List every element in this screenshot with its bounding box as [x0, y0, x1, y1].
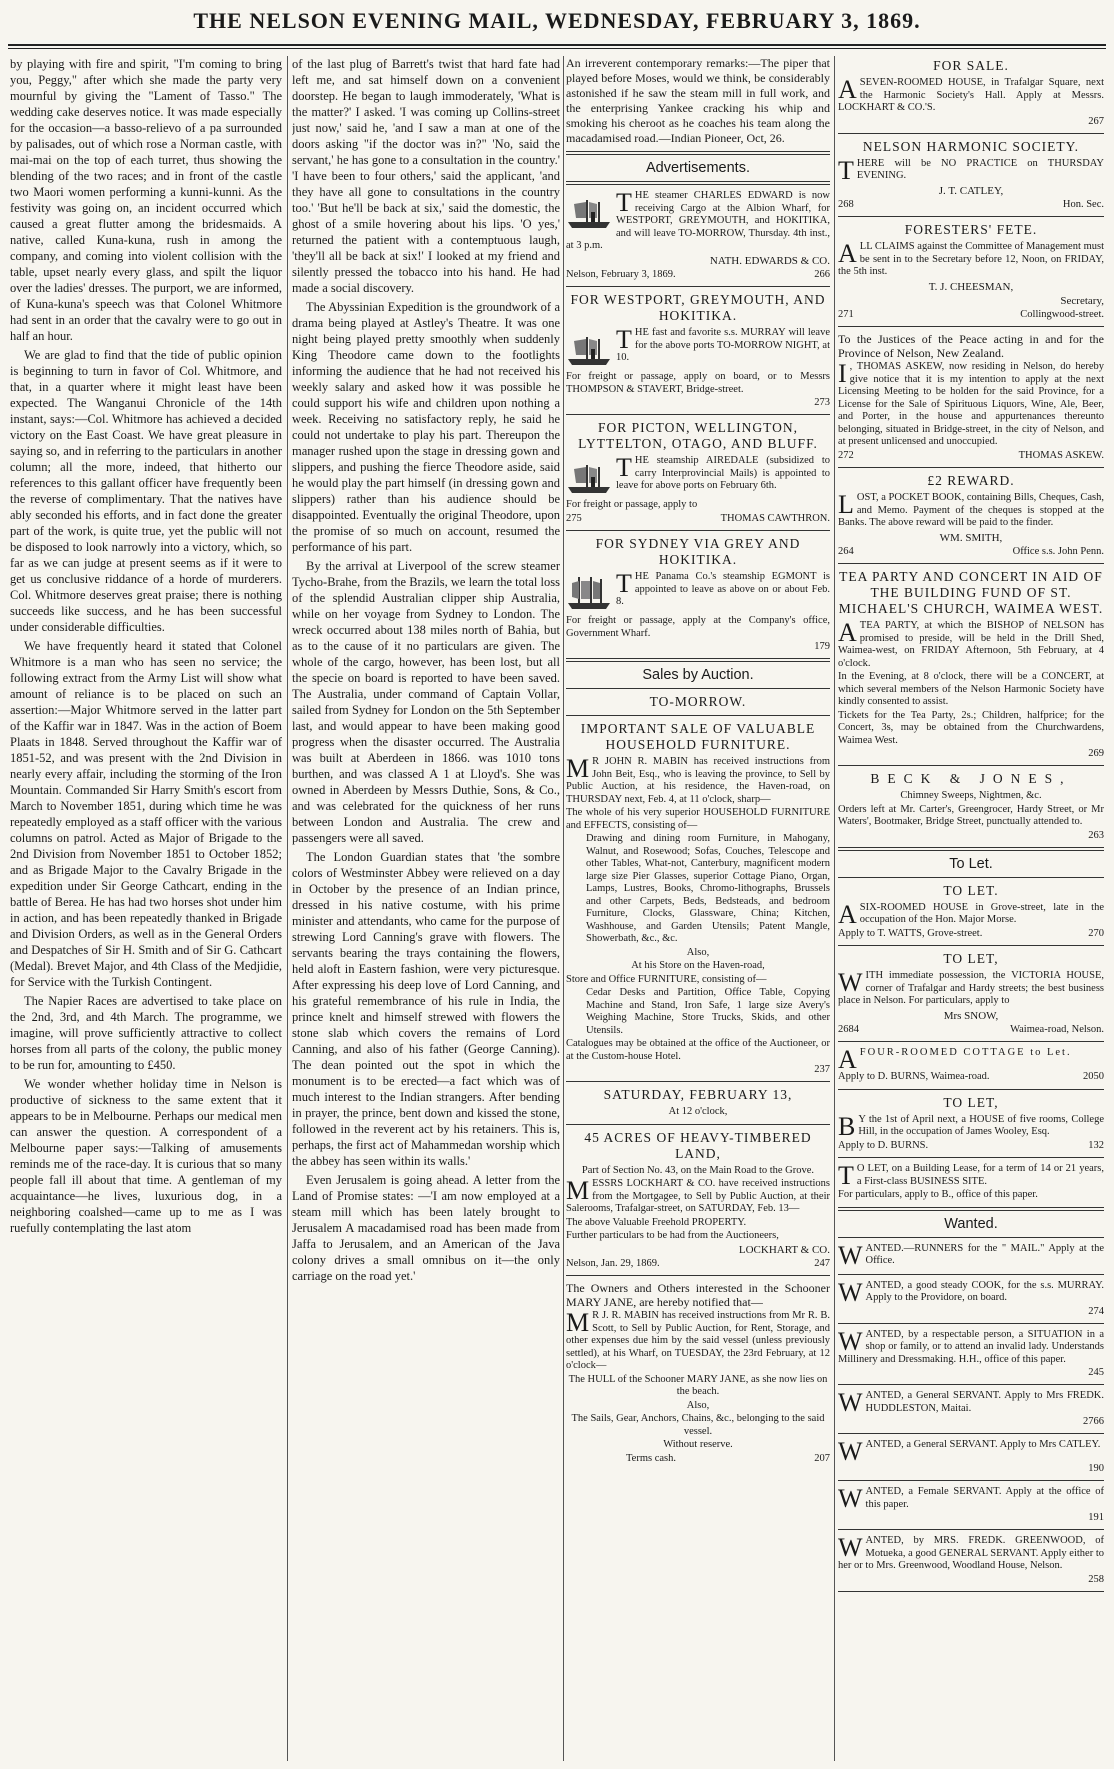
ad-signature: J. T. CATLEY,: [938, 184, 1004, 197]
divider: [838, 1323, 1104, 1324]
ad-text: Cedar Desks and Partition, Office Table, Copying Machine and Stand, Iron Safe, 1 large size Avery's Weighing Machine, Store Trucks, Skids, and other Utensils.: [586, 987, 830, 1036]
steamship-icon: [566, 329, 612, 369]
ad-text: Further particulars to be had from the Auctioneers,: [566, 1230, 779, 1241]
ad-harmonic-society: [838, 139, 1104, 212]
ad-text: For freight or passage, apply on board, or to Messrs THOMPSON & STAVERT, Bridge-street.: [566, 371, 830, 395]
ad-subheading: Chimney Sweeps, Nightmen, &c.: [900, 790, 1042, 801]
masthead: THE NELSON EVENING MAIL, WEDNESDAY, FEBRUARY 3, 1869.: [193, 8, 921, 33]
ad-text: HE Panama Co.'s steamship EGMONT is appointed to leave as above on or about Feb. 8.: [616, 571, 830, 607]
ad-heading: FOR SALE.: [933, 58, 1009, 73]
ad-to-let-victoria-house: [838, 951, 1104, 1036]
ad-text: Apply to T. WATTS, Grove-street.: [838, 927, 983, 939]
ad-address: Office s.s. John Penn.: [1012, 545, 1104, 557]
divider: [838, 1433, 1104, 1434]
ad-role: Secretary,: [1060, 294, 1104, 307]
ad-heading: £2 REWARD.: [927, 473, 1015, 488]
article-paragraph: The London Guardian states that 'the sombre colors of Westminster Abbey were relieved on a day in October by the presence of an Indian prince, dressed in his native costume, with his prime minister and attendants, who came for the purpose of strewing Lord Canning's grave with flowers. The servants bearing the trays containing the flowers, held aloft in Eastern fashion, were very picturesque. After expressing his deep love of Lord Canning, and his grateful remembrance of his rule in India, the prince knelt and himself strewed with flowers the stone slab which covers the remains of Lord Canning, and also of his father (George Canning). The dean pointed out the spot in which the monument is to be erected—a fact which was of much interest to the Indian strangers. After bending in prayer, the prince, bent down and kissed the stone, followed in the reverent act by his retainers. This is, perhaps, the first act of Mahammedan worship which the abbey has seen within its walls.': [292, 850, 560, 1168]
ad-text: HE fast and favorite s.s. MURRAY will leave for the above ports TO-MORROW NIGHT, at 10.: [616, 327, 830, 363]
drop-cap: A: [838, 1045, 857, 1074]
ad-number: 274: [1088, 1305, 1104, 1317]
ad-household-furniture: [566, 721, 830, 1076]
ad-text: ANTED, a General SERVANT. Apply to Mrs CATLEY.: [865, 1439, 1101, 1450]
ad-text: Also,: [686, 1399, 710, 1411]
ad-text: FOUR-ROOMED COTTAGE to Let.: [859, 1047, 1072, 1058]
divider: [566, 286, 830, 287]
ad-text: HE steamship AIREDALE (subsidized to carry Interprovincial Mails) is appointed to leave for above ports on February 6th.: [616, 455, 830, 491]
ad-text: , THOMAS ASKEW, now residing in Nelson, do hereby give notice that it is my intention to apply at the next Licensing Meeting to be holden for the said Province, for a License for the Sale of Spirituous Liquors, Wine, Ale, Beer, and Porter, in the house and appurtenances thereunto belonging, situated in Bridge-street, in the city of Nelson, and at present unlicensed and unoccupied.: [838, 361, 1104, 447]
ad-four-roomed-cottage: [838, 1047, 1104, 1084]
ad-text: Orders left at Mr. Carter's, Greengrocer, Hardy Street, or Mr Waters', Bootmaker, Bridge Street, punctually attended to.: [838, 803, 1104, 827]
drop-cap: W: [838, 968, 863, 997]
drop-cap: W: [838, 1277, 863, 1307]
ad-to-let-college-hill: [838, 1095, 1104, 1153]
divider: [838, 1207, 1104, 1211]
divider: [566, 688, 830, 689]
ad-to-let-grove-street: [838, 883, 1104, 941]
ad-number: 245: [1088, 1367, 1104, 1378]
article-paragraph: An irreverent contemporary remarks:—The piper that played before Moses, would we think, be considerably astonished if he saw the steam mill in full work, and the enterprising Yankee cracking his whip and smoking his cheroot as he coaches his team along the macadamised road.—Indian Pioneer, Oct, 26.: [566, 56, 830, 145]
ad-number: 258: [1088, 1573, 1104, 1585]
drop-cap: M: [566, 754, 590, 783]
ad-number: 266: [814, 268, 830, 280]
ad-text: ANTED.—RUNNERS for the " MAIL." Apply at the Office.: [865, 1242, 1104, 1266]
ad-address: Waimea-road, Nelson.: [1010, 1023, 1104, 1035]
divider: [566, 181, 830, 185]
article-paragraph: We wonder whether holiday time in Nelson is productive of sickness to the same extent that it appears to be in Melbourne. Perhaps our medical men can answer the question. A correspondent of a Melbourne paper says:—Talking of amusements reminds me of the race-day. It is curious that so many people fall ill about that time. A gentleman of my acquaintance—he lives, luxurious dog, in a neighboring coalshed—came up to me as I was ruefully contemplating the last atom: [10, 1077, 282, 1235]
section-heading-advertisements: Advertisements.: [646, 160, 750, 176]
ad-number: 237: [814, 1064, 830, 1075]
divider: [838, 133, 1104, 134]
masthead-rule: [8, 44, 1106, 46]
ad-number: 191: [1088, 1512, 1104, 1523]
ad-heading: TO LET.: [943, 882, 999, 898]
drop-cap: W: [838, 1437, 863, 1466]
drop-cap: A: [838, 75, 857, 104]
ad-heading: FOR PICTON, WELLINGTON, LYTTELTON, OTAGO, AND BLUFF.: [578, 420, 818, 451]
ad-text: Y the 1st of April next, a HOUSE of five rooms, College Hill, in the occupation of James Wooley, Esq.: [858, 1113, 1104, 1137]
divider: [566, 530, 830, 531]
article-paragraph: of the last plug of Barrett's twist that hard fate had left me, and sat himself down on a convenient doorstep. He began to laugh immoderately, 'What is the matter?' I asked. 'I was coming up Collins-street just now,' said he, 'and I saw a man at one of the doors asking "if the doctor was in?" 'No, said the servant,' he has gone to a consultation in the country.' 'I have been to four others,' said the applicant, 'and they have all gone to consultations in the country too.' 'But he'll be back at six,' said the domestic, the ghost of a smile hovering about his lips. 'O yes,' returned the patient with a contemptuous laugh, 'they'll all be back at six!' I looked at my friend and silently pressed the tobacco into his hand. He had made a social discovery.: [292, 57, 560, 295]
divider: [838, 1041, 1104, 1042]
divider: [838, 1089, 1104, 1090]
ad-text: R JOHN R. MABIN has received instructions from John Beit, Esq., who is leaving the province, to Sell by Public Auction, at his residence, the Haven-road, on THURSDAY next, Feb. 4, at 11 o'clock, sharp—: [566, 756, 830, 805]
ad-text: ANTED, by a respectable person, a SITUATION in a shop or family, or to attend an invalid lady. Understands Millinery and Dressmaking. H.H., office of this paper.: [838, 1328, 1104, 1365]
drop-cap: A: [838, 899, 857, 929]
ad-text: In the Evening, at 8 o'clock, there will be a CONCERT, at which several members of the Nelson Harmonic Society have kindly consented to assist.: [838, 671, 1104, 707]
ad-dateline: Nelson, Jan. 29, 1869.: [566, 1257, 660, 1269]
wanted-ad: [838, 1486, 1104, 1530]
ad-signature: T. J. CHEESMAN,: [928, 280, 1014, 293]
wanted-ad: [838, 1390, 1104, 1434]
ad-text: LL CLAIMS against the Committee of Management must be sent in to the Secretary before 12, Noon, on FRIDAY, the 5th inst.: [838, 241, 1104, 277]
ad-charles-edward: [566, 190, 830, 281]
article-paragraph: By the arrival at Liverpool of the screw steamer Tycho-Brahe, from the Brazils, we learn the total loss of the splendid Australian clipper ship Australia, while on her voyage from Sydney to London. The wreck occurred about 138 miles north of Bahia, but as to the cause of it no particulars are given. The whole of the cargo, however, has been lost, but all the specie on board is reported to have been saved. The Australia, under command of Captain Vollar, sailed from Sydney for London on the 5th September last, and would appear to have been making good progress when the disaster occurred. The Australia was built at Aberdeen in 1866. was 1010 tons burthen, and was classed A 1 at Lloyd's. She was owned in Aberdeen by Messrs Duthie, Sons, & Co., and was celebrated for the quickness of her runs between London and Australia. The crew and passengers were all saved.: [292, 559, 560, 845]
ad-number: 247: [814, 1257, 830, 1269]
column-4: [838, 56, 1104, 1761]
wanted-ad: [838, 1277, 1104, 1324]
ad-licensing-notice: [838, 332, 1104, 462]
ad-signature: THOMAS CAWTHRON.: [720, 512, 830, 524]
ad-number: 267: [1088, 115, 1104, 127]
article-paragraph: We are glad to find that the tide of public opinion is beginning to turn in favor of Col. Whitmore, and that, in a quarter where it might least have been expected. The Wanganui Chronicle of the 14th instant, says:—Col. Whitmore has achieved a decided victory on the East Coast. We have great pleasure in saying so, and in referring to the particulars in another column; all the more, indeed, that hitherto our references to this gallant officer have frequently been the reverse of complimentary. That the natives have ably seconded his efforts, and in fact done the greater part of the work, is quite true, yet the public will not be disposed to look narrowly into a victory, which, so far as we can judge at present seems as if it were to get us conclusive riddance of a horde of murderers. Col. Whitmore deserves great praise; there is nothing succeeds like success, and he has been successful under considerable difficulties.: [10, 348, 282, 634]
wanted-ad: [838, 1535, 1104, 1592]
drop-cap: T: [616, 453, 632, 482]
ad-text: The HULL of the Schooner MARY JANE, as she now lies on the beach.: [568, 1373, 828, 1397]
divider: [566, 414, 830, 415]
ad-signature: THOMAS ASKEW.: [1018, 449, 1104, 461]
divider: [838, 467, 1104, 468]
column-1: [10, 56, 282, 1761]
column-divider: [563, 56, 564, 1761]
drop-cap: M: [566, 1308, 590, 1337]
ad-timbered-land: [566, 1087, 830, 1270]
ad-heading: TO LET,: [943, 1094, 999, 1110]
auction-time: At 12 o'clock,: [668, 1106, 728, 1117]
ad-building-lease: [838, 1163, 1104, 1202]
ad-text: SIX-ROOMED HOUSE in Grove-street, late in the occupation of the Hon. Major Morse.: [859, 901, 1104, 925]
ad-heading: FORESTERS' FETE.: [904, 222, 1038, 237]
ad-address: Collingwood-street.: [1020, 308, 1104, 320]
drop-cap: A: [838, 618, 857, 647]
ad-heading: 45 ACRES OF HEAVY-TIMBERED LAND,: [584, 1129, 812, 1161]
ad-number: 179: [814, 641, 830, 652]
ad-number: 269: [1088, 748, 1104, 759]
ad-text: ANTED, a good steady COOK, for the s.s. MURRAY. Apply to the Providore, on board.: [865, 1279, 1104, 1303]
ad-text: Drawing and dining room Furniture, in Mahogany, Walnut, and Rosewood; Sofas, Couches, Telescope and other Tables, What-not, Canterbury, magnificent modern large size Pier Glasses, superior Cottage Piano, Organ, Lamps, Lustres, Books, Chromo-lithographs, Brussels and other Carpets, Beds, Bedsteads, and bedroom Furniture, Clocks, Glassware, China; Kitchen, Washhouse, and Garden Utensils; Patent Mangle, Showerbath, &c., &c.: [586, 833, 830, 944]
ad-text: The above Valuable Freehold PROPERTY.: [566, 1216, 747, 1228]
divider: [838, 563, 1104, 564]
ad-dateline: Nelson, February 3, 1869.: [566, 268, 676, 280]
drop-cap: T: [838, 155, 854, 185]
ad-heading: TEA PARTY AND CONCERT IN AID OF THE BUILDING FUND OF ST. MICHAEL'S CHURCH, WAIMEA WEST.: [838, 569, 1104, 616]
ad-signature: Mrs SNOW,: [943, 1009, 999, 1022]
ad-text: ITH immediate possession, the VICTORIA HOUSE, corner of Trafalgar and Hardy streets; the best business place in Nelson. For particulars, apply to: [838, 970, 1104, 1006]
steamship-icon: [566, 573, 612, 613]
ad-number: 132: [1088, 1139, 1104, 1151]
ad-murray: [566, 292, 830, 409]
column-divider: [287, 56, 288, 1761]
ad-heading: FOR SYDNEY VIA GREY AND HOKITIKA.: [595, 536, 801, 567]
ad-reward: [838, 473, 1104, 558]
drop-cap: W: [838, 1484, 863, 1513]
ad-egmont: [566, 536, 830, 653]
ad-text: Also,: [686, 946, 710, 958]
ad-text: Store and Office FURNITURE, consisting of—: [566, 973, 767, 985]
ad-text: Apply to D. BURNS.: [838, 1139, 929, 1151]
drop-cap: T: [838, 1161, 854, 1190]
ad-text: Without reserve.: [663, 1439, 733, 1450]
divider: [838, 326, 1104, 327]
ad-text: R J. R. MABIN has received instructions from Mr R. B. Scott, to Sell by Public Auction, for Rent, Storage, and other expenses due him by the said vessel (unless previously settled), at his Wharf, on TUESDAY, the 23rd February, at 12 o'clock—: [566, 1310, 830, 1371]
section-heading-wanted: Wanted.: [944, 1215, 998, 1232]
section-heading-auction: Sales by Auction.: [642, 667, 754, 683]
article-paragraph: The Abyssinian Expedition is the groundwork of a drama being played at Astley's Theatre. It was one night being played pretty smoothly when suddenly King Theodore came down to the footlights informing the audience that he had not received his weekly salary and asked how it was possible he could support his wife and children upon nothing a week. Receiving no satisfactory reply, he said he could not undertake to play his part. Thereupon the manager rushed upon the stage in dressing gown and slippers, and pushing the fierce Theodore aside, said he would play the part himself (in dressing gown and slippers) rather than his audience should be disappointed. Eventually the original Theodore, upon the promise of so much on account, resumed the performance of his part.: [292, 300, 560, 554]
ad-number: 2684: [838, 1023, 859, 1035]
ad-for-sale: [838, 58, 1104, 128]
drop-cap: T: [616, 325, 632, 354]
ad-airedale: [566, 420, 830, 525]
divider: [838, 1384, 1104, 1385]
ad-text: TEA PARTY, at which the BISHOP of NELSON has promised to preside, will be held in the Drill Shed, Waimea-west, on FRIDAY Afternoon, 5th February, at 4 o'clock.: [838, 620, 1104, 669]
article-paragraph: by playing with fire and spirit, "I'm coming to bring you, Peggy," after which she made the party very mournful by giving the "Lament of Tasso." The wedding cake deserves notice. It was made especially for the occasion—a basso-relievo of a pa surrounded by palisades, out of which rose a Norman castle, with mai-mai on the top of each turret, thus showing the blending of the two races; and in front of the castle two Maori women performing a kunni-kunni. As the festivity was going on, an incident occurred which caused a great flutter among the bridesmaids. A native, called Kuna-kuna, rush in among the company, and coming into violent collision with the table, upset nearly every glass, and spilt the liquor over the ladies' dresses. The purport, we are informed, of Kuna-kuna's speech was that Colonel Whitmore had sent in an order that the cavalry were to go out in half an hour.: [10, 57, 282, 343]
ad-signature: NATH. EDWARDS & CO.: [709, 254, 830, 267]
ad-foresters-fete: [838, 222, 1104, 321]
ad-number: 272: [838, 449, 854, 461]
ad-number: 271: [838, 308, 854, 320]
wanted-list: [838, 1240, 1104, 1592]
ad-text: ANTED, by MRS. FREDK. GREENWOOD, of Motueka, a good GENERAL SERVANT. Apply either to her or to Mrs. Greenwood, Woodland House, Nelson.: [838, 1535, 1104, 1571]
section-heading-to-let: To Let.: [949, 855, 993, 872]
column-2: [292, 56, 560, 1761]
ad-text: O LET, on a Building Lease, for a term of 14 or 21 years, a First-class BUSINESS SITE.: [856, 1163, 1104, 1187]
article-paragraph: We have frequently heard it stated that Colonel Whitmore is a man who has seen no service; the following extract from the Army List will show what amount of reliance is to be placed on such an assertion:—Major Whitmore served in the latter part of the Kaffir war in 1847. Was in the action of Boem Plaats in 1848. Served throughout the Kaffir war of 1851-52, and was present with the 2nd Division in nearly every affair, including the storming of the Iron Mountain. Commanded Sir Harry Smith's escort from March to November 1851, during which time he was repeatedly employed as a staff officer with the various columns on patrol. Acted as Major of Brigade to the 2nd Division from November 1851 to October 1852; and as Brigade Major to the Cavalry Brigade in the expedition under Sir George Cathcart, ending in the battle of Berea. He has had two horses shot under him in action, and has been repeatedly thanked in Brigade and Division Orders, as well as in the General Orders and Despatches of Sir H. Smith and of Sir G. Cathcart (Medal). Brevet Major, and 4th Class of the Medjidie, for Service with the Turkish Contingent.: [10, 639, 282, 989]
article-paragraph: The Napier Races are advertised to take place on the 2nd, 3rd, and 4th March. The programme, we imagine, will prove sufficiently attractive to collect horses from all parts of the colony, the public money to be run for, amounting to £450.: [10, 994, 282, 1072]
drop-cap: T: [616, 569, 632, 598]
ad-text: Part of Section No. 43, on the Main Road to the Grove.: [581, 1164, 815, 1176]
wanted-ad: [838, 1439, 1104, 1481]
article-paragraph: Even Jerusalem is going ahead. A letter from the Land of Promise states: —'I am now employed at a steam mill which has been lately brought to Jerusalem A macadamised road has been made from Jaffa to Jerusalem, and an American of the Java colony drives a small omnibus on it—the only carriage on the road yet.': [292, 1173, 560, 1283]
ad-text: The Sails, Gear, Anchors, Chains, &c., belonging to the said vessel.: [571, 1413, 825, 1437]
divider: [838, 877, 1104, 878]
column-3: [566, 56, 830, 1761]
ad-heading: FOR WESTPORT, GREYMOUTH, AND HOKITIKA.: [570, 292, 826, 323]
drop-cap: W: [838, 1388, 863, 1417]
ad-text: For freight or passage, apply to: [566, 499, 698, 510]
divider: [838, 1157, 1104, 1158]
divider: [566, 151, 830, 155]
auction-date: SATURDAY, FEBRUARY 13,: [603, 1087, 793, 1102]
divider: [838, 1237, 1104, 1238]
ad-number: 207: [814, 1452, 830, 1464]
ad-text: Tickets for the Tea Party, 2s.; Children, halfprice; for the Concert, 3s, may be obtained from the Churchwardens, Waimea West.: [838, 709, 1104, 746]
drop-cap: W: [838, 1240, 863, 1270]
drop-cap: A: [838, 239, 857, 268]
ad-text: Catalogues may be obtained at the office of the Auctioneer, or at the Custom-house Hotel.: [566, 1038, 830, 1062]
ad-text: SEVEN-ROOMED HOUSE, in Trafalgar Square, next the Harmonic Society's Hall. Apply at Messrs. LOCKHART & CO.'S.: [838, 77, 1104, 113]
ad-text: ANTED, a Female SERVANT. Apply at the office of this paper.: [865, 1486, 1104, 1510]
divider: [838, 1529, 1104, 1530]
auction-date: TO-MORROW.: [649, 694, 747, 709]
divider: [566, 1081, 830, 1082]
drop-cap: B: [838, 1111, 856, 1141]
ad-text: For particulars, apply to B., office of this paper.: [838, 1189, 1038, 1200]
divider: [838, 1591, 1104, 1592]
divider: [838, 945, 1104, 946]
ad-heading: NELSON HARMONIC SOCIETY.: [862, 138, 1080, 154]
ad-mary-jane: [566, 1281, 830, 1465]
drop-cap: W: [838, 1326, 863, 1356]
ad-text: The whole of his very superior HOUSEHOLD FURNITURE and EFFECTS, consisting of—: [566, 807, 830, 831]
ad-heading: The Owners and Others interested in the Schooner MARY JANE, are hereby notified that—: [566, 1281, 830, 1309]
divider: [566, 715, 830, 716]
ad-text: Apply to D. BURNS, Waimea-road.: [838, 1071, 990, 1082]
ad-number: 2050: [1083, 1071, 1104, 1082]
ad-tea-party: [838, 569, 1104, 760]
divider: [566, 658, 830, 662]
wanted-ad: [838, 1240, 1104, 1275]
ad-number: 273: [814, 397, 830, 408]
drop-cap: I: [838, 359, 847, 388]
divider: [838, 1480, 1104, 1481]
ad-text: ANTED, a General SERVANT. Apply to Mrs FREDK. HUDDLESTON, Maitai.: [865, 1390, 1104, 1414]
drop-cap: L: [838, 490, 854, 519]
divider: [566, 1275, 830, 1276]
drop-cap: W: [838, 1533, 863, 1562]
ad-text: OST, a POCKET BOOK, containing Bills, Cheques, Cash, and Memo. Payment of the cheques is stopped at the Banks. The above reward will be paid to the finder.: [838, 492, 1104, 528]
ad-text: Terms cash.: [626, 1452, 676, 1464]
ad-signature: LOCKHART & CO.: [738, 1243, 830, 1256]
ad-signature: WM. SMITH,: [939, 531, 1003, 544]
ad-heading: IMPORTANT SALE OF VALUABLE HOUSEHOLD FURNITURE.: [580, 721, 816, 752]
divider: [838, 765, 1104, 766]
ad-number: 263: [1088, 829, 1104, 841]
drop-cap: M: [566, 1176, 590, 1205]
ad-role: Hon. Sec.: [1062, 198, 1104, 210]
ad-number: 190: [1088, 1463, 1104, 1474]
ad-text: For freight or passage, apply at the Company's office, Government Wharf.: [566, 615, 830, 639]
masthead-rule-thin: [8, 48, 1106, 49]
ad-text: At his Store on the Haven-road,: [631, 960, 765, 971]
divider: [838, 216, 1104, 217]
divider: [838, 847, 1104, 851]
ad-heading: To the Justices of the Peace acting in and for the Province of Nelson, New Zealand.: [838, 332, 1104, 360]
ad-heading: TO LET,: [943, 951, 999, 966]
ad-number: 270: [1088, 927, 1104, 939]
drop-cap: T: [616, 188, 632, 217]
ad-number: 264: [838, 545, 854, 557]
column-divider: [834, 56, 835, 1761]
ad-number: 275: [566, 512, 582, 524]
ad-text: HE steamer CHARLES EDWARD is now receiving Cargo at the Albion Wharf, for WESTPORT, GREYMOUTH, and HOKITIKA, and will leave TO-MORROW, Thursday. 4th inst., at 3 p.m.: [566, 190, 830, 251]
steamship-icon: [566, 192, 612, 232]
divider: [838, 1274, 1104, 1275]
ad-number: 2766: [1083, 1416, 1104, 1427]
ad-beck-jones: [838, 771, 1104, 842]
divider: [566, 1124, 830, 1125]
ad-text: ESSRS LOCKHART & CO. have received instructions from the Mortgagee, to Sell by Public Auction, at their Salerooms, Trafalgar-street, on SATURDAY, Feb. 13—: [566, 1178, 830, 1214]
ad-text: HERE will be NO PRACTICE on THURSDAY EVENING.: [856, 157, 1104, 181]
steamship-icon: [566, 457, 612, 497]
ad-heading: BECK & JONES,: [870, 771, 1072, 786]
ad-number: 268: [838, 198, 854, 210]
wanted-ad: [838, 1326, 1104, 1386]
